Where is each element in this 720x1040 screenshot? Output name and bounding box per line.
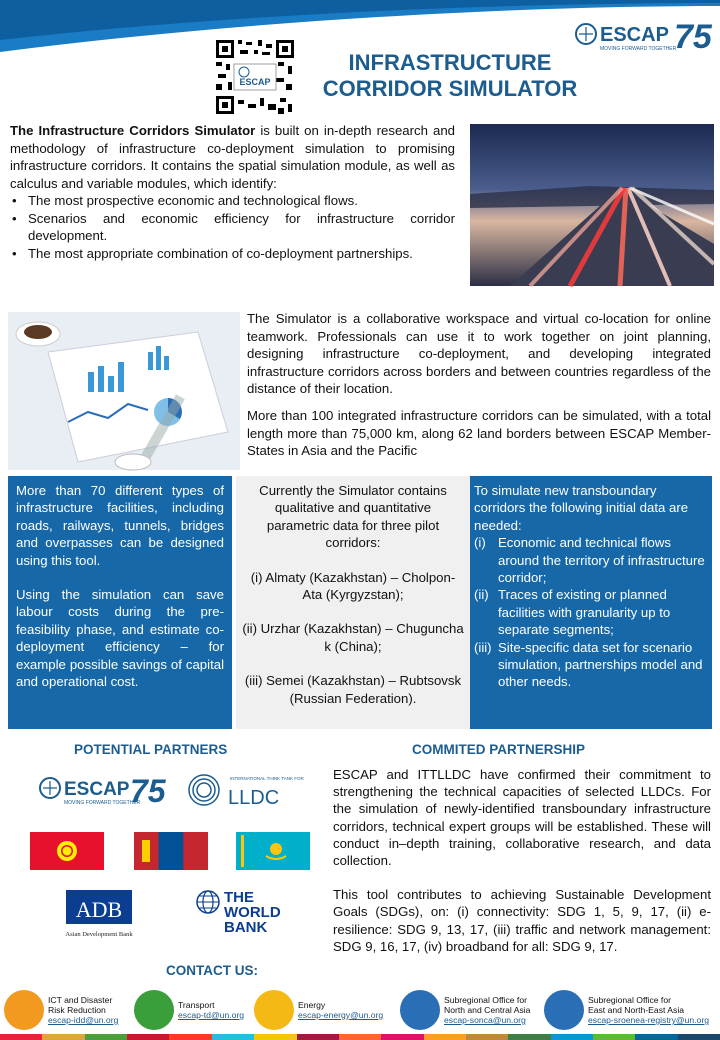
page-title — [300, 50, 600, 102]
sdg-color-strip — [0, 1034, 720, 1040]
bulb-icon — [254, 990, 294, 1030]
data-needed-list — [474, 534, 708, 691]
train-icon — [134, 990, 174, 1030]
intro-bullets — [10, 192, 455, 262]
facilities-paragraph-2: Using the simulation can save labour costs during the pre-feasibility phase, and estimate co-deployment efficiency – for example possible savings of capital and operational cost. — [16, 587, 224, 690]
contact-ict-drr: ICT and Disaster Risk Reduction escap-idd@un.org — [4, 990, 118, 1030]
intro-bullet: • The most appropriate combination of co-deployment partnerships. — [10, 245, 455, 263]
logo-word: ESCAP — [600, 24, 669, 46]
svg-text:ADB: ADB — [75, 897, 123, 922]
world-bank-logo — [196, 888, 300, 936]
title-line1: INFRASTRUCTURE — [348, 50, 552, 75]
escap75-logo — [574, 16, 710, 56]
qr-code[interactable] — [214, 38, 296, 116]
logo-number: 75 — [674, 18, 712, 56]
data-needed-box — [470, 476, 712, 729]
kazakhstan-flag — [236, 832, 310, 870]
contact-sroenea: Subregional Office for East and North-East Asia escap-sroenea-registry@un.org — [544, 990, 709, 1030]
data-needed-item: (iii) Site-specific data set for scenario simulation, partnerships model and other needs. — [474, 639, 703, 690]
corridor-item: (i) Almaty (Kazakhstan) – Cholpon-Ata (Kyrgyzstan); — [250, 569, 456, 603]
svg-text:INTERNATIONAL THINK TANK FOR: INTERNATIONAL THINK TANK FOR — [230, 776, 304, 781]
ict-drr-icon — [4, 990, 44, 1030]
facilities-paragraph-1: More than 70 different types of infrastructure facilities, including roads, railways, tunnels, bridges and overpasses can be designed using this tool. — [16, 483, 224, 568]
mountain-icon — [400, 990, 440, 1030]
svg-text:Asian Development Bank: Asian Development Bank — [65, 931, 133, 938]
contact-sonca: Subregional Office for North and Central Asia escap-sonca@un.org — [400, 990, 530, 1030]
charts-photo — [8, 312, 240, 470]
kyrgyzstan-flag — [30, 832, 104, 870]
corridor-item: (iii) Semei (Kazakhstan) – Rubtsovsk (Russian Federation). — [244, 673, 462, 706]
energy-email[interactable]: escap-energy@un.org — [298, 1010, 384, 1020]
commitment-paragraph-1: ESCAP and ITTLLDC have confirmed their commitment to strengthening the technical capacities of selected LLDCs. For the simulation of newly-identified transboundary infrastructure corridors, technical expert groups will be established. These will conduct in–depth training, collaborative research, and data collection. — [333, 767, 711, 869]
highway-photo — [470, 124, 714, 286]
mongolia-flag — [134, 832, 208, 870]
idea-icon — [544, 990, 584, 1030]
intro-text — [10, 122, 455, 262]
svg-text:75: 75 — [130, 773, 166, 809]
intro-rest: is built on in-depth research and methodology of infrastructure co-deployment simulation to promising infrastructure corridors. It contains the spatial simulation module, as well as calculus and variable modules, which identify: — [10, 123, 456, 191]
adb-logo — [58, 890, 140, 940]
corridor-item: (ii) Urzhar (Kazakhstan) – Chuguncha k (China); — [242, 621, 464, 654]
facilities-box — [8, 476, 232, 729]
potential-partners-heading: POTENTIAL PARTNERS — [74, 742, 228, 757]
svg-text:ESCAP: ESCAP — [64, 779, 130, 800]
contact-us-heading: CONTACT US: — [166, 963, 258, 978]
ittlldc-logo — [186, 770, 304, 810]
data-needed-intro: To simulate new transboundary corridors the following initial data are needed: — [474, 483, 689, 533]
collab-paragraph-2: More than 100 integrated infrastructure corridors can be simulated, with a total length more than 75,000 km, along 62 land borders between ESCAP Member-States in Asia and the Pacific — [247, 407, 711, 459]
collab-paragraph-1: The Simulator is a collaborative workspace and virtual co-location for online teamwork. Professionals can use it to work together on joint planning, designing infrastructure co-deployment, and developing integrated infrastructure corridors across borders and between countries regardless of the distance of their location. — [247, 311, 711, 397]
intro-lead: The Infrastructure Corridors Simulator — [10, 123, 256, 138]
transport-email[interactable]: escap-td@un.org — [178, 1010, 245, 1020]
logo-tagline: MOVING FORWARD TOGETHER — [600, 46, 677, 52]
ict-drr-email[interactable]: escap-idd@un.org — [48, 1015, 119, 1025]
collaboration-text — [247, 310, 711, 460]
data-needed-item: (ii) Traces of existing or planned facilities with granularity up to separate segments; — [474, 587, 671, 638]
intro-bullet: • The most prospective economic and technological flows. — [10, 192, 455, 210]
svg-text:LLDC: LLDC — [228, 787, 280, 809]
sroenea-email[interactable]: escap-sroenea-registry@un.org — [588, 1015, 709, 1025]
svg-text:BANK: BANK — [224, 919, 268, 936]
svg-text:MOVING FORWARD TOGETHER: MOVING FORWARD TOGETHER — [64, 800, 141, 806]
data-needed-item: (i) Economic and technical flows around the territory of infrastructure corridor; — [474, 535, 705, 586]
pilot-corridors-box — [236, 476, 470, 729]
sonca-email[interactable]: escap-sonca@un.org — [444, 1015, 526, 1025]
svg-text:THE: THE — [224, 889, 254, 906]
qr-label: ESCAP — [239, 77, 271, 87]
commitment-paragraph-2: This tool contributes to achieving Sustainable Development Goals (SDGs), on: (i) connectivity: SDG 1, 5, 9, 17, (ii) e-resilience: SDG 9, 13, 17, (iii) traffic and network management: SDG 9, 16, 17, (iv) broadband for all: SDG 9, 17. — [333, 887, 711, 954]
pilot-intro: Currently the Simulator contains qualitative and quantitative parametric data for three pilot corridors: — [259, 483, 447, 551]
committed-partnership-heading: COMMITED PARTNERSHIP — [412, 742, 586, 757]
contact-energy: Energy escap-energy@un.org — [254, 990, 383, 1030]
svg-text:WORLD: WORLD — [224, 904, 281, 921]
commitment-text — [333, 766, 711, 955]
contact-transport: Transport escap-td@un.org — [134, 990, 244, 1030]
title-line2: CORRIDOR SIMULATOR — [322, 76, 578, 101]
escap75-partner-logo — [38, 770, 166, 810]
intro-bullet: • Scenarios and economic efficiency for infrastructure corridor development. — [10, 210, 455, 245]
